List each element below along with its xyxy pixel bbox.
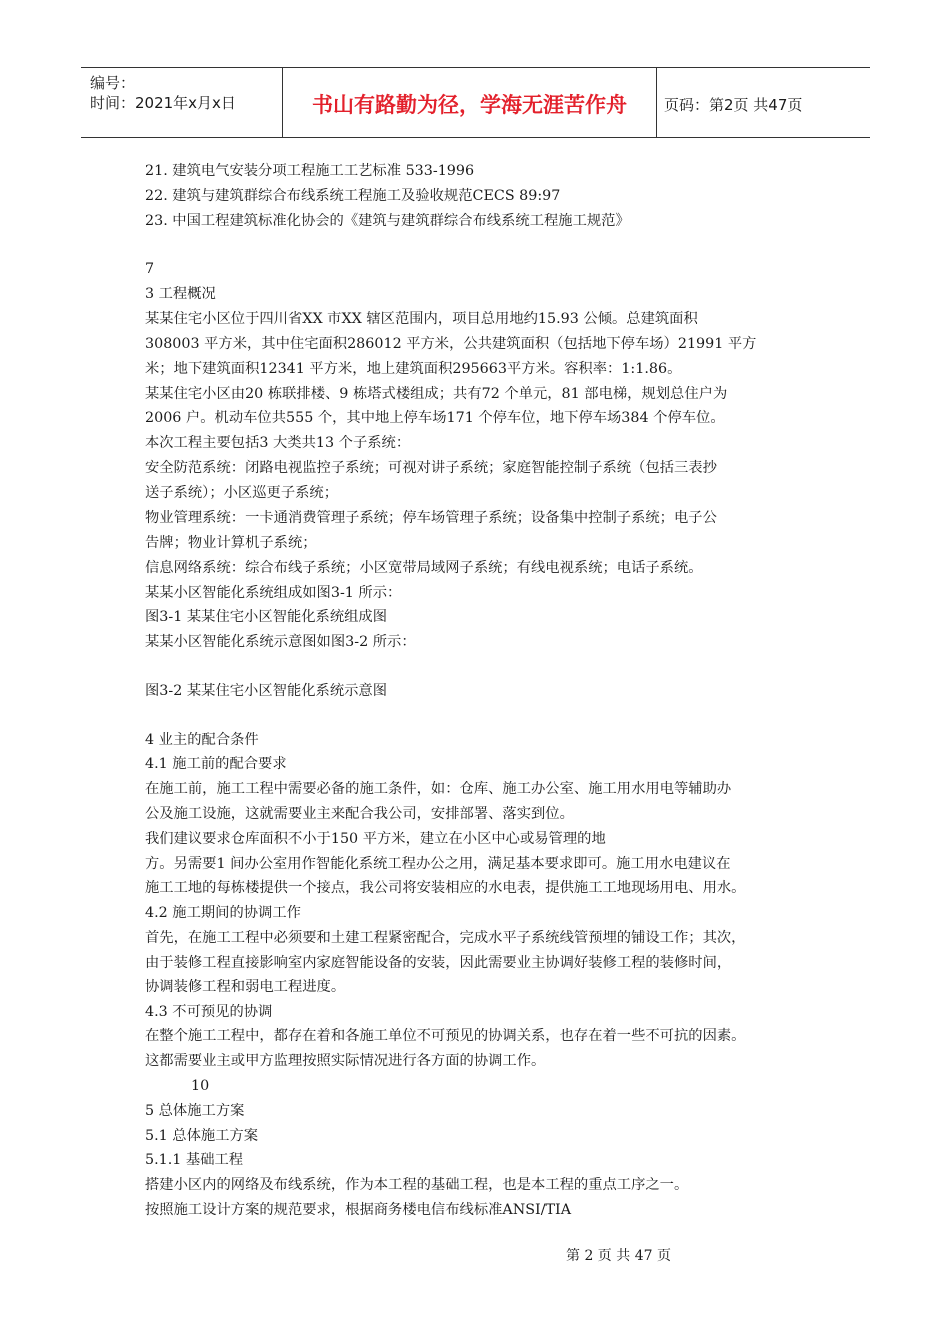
- page-footer: 第 2 页 共 47 页: [566, 1248, 671, 1264]
- paragraph-line: 协调装修工程和弱电工程进度。: [145, 979, 346, 995]
- paragraph-line: 由于装修工程直接影响室内家庭智能设备的安装，因此需要业主协调好装修工程的装修时间，: [145, 955, 732, 971]
- section-heading: 3 工程概况: [145, 286, 216, 302]
- motto: 书山有路勤为径，学海无涯苦作舟: [312, 93, 627, 117]
- header-meta: [81, 68, 281, 137]
- paragraph-line: 2006 户。机动车位共555 个，其中地上停车场171 个停车位，地下停车场384 个停车位。: [145, 410, 725, 426]
- paragraph-line: 某某住宅小区位于四川省XX 市XX 辖区范围内，项目总用地约15.93 公倾。总建筑面积: [145, 311, 698, 327]
- ref-line: 23. 中国工程建筑标准化协会的《建筑与建筑群综合布线系统工程施工规范》: [145, 213, 630, 229]
- page-label: 页码：第2页 共47页: [664, 96, 803, 114]
- page-marker: 10: [191, 1078, 210, 1094]
- paragraph-line: 物业管理系统：一卡通消费管理子系统；停车场管理子系统；设备集中控制子系统；电子公: [145, 510, 717, 526]
- paragraph-line: 首先，在施工工程中必须要和土建工程紧密配合，完成水平子系统线管预埋的铺设工作；其次，: [145, 930, 746, 946]
- paragraph-line: 在整个施工工程中，都存在着和各施工单位不可预见的协调关系，也存在着一些不可抗的因素。: [145, 1028, 746, 1044]
- paragraph-line: 方。另需要1 间办公室用作智能化系统工程办公之用，满足基本要求即可。施工用水电建议在: [145, 856, 731, 872]
- ref-line: 21. 建筑电气安装分项工程施工工艺标准 533-1996: [145, 163, 475, 179]
- paragraph-line: 米；地下建筑面积12341 平方米，地上建筑面积295663平方米。容积率：1:1.86。: [145, 361, 682, 377]
- paragraph-line: 我们建议要求仓库面积不小于150 平方米，建立在小区中心或易管理的地: [145, 831, 606, 847]
- paragraph-line: 这都需要业主或甲方监理按照实际情况进行各方面的协调工作。: [145, 1053, 546, 1069]
- paragraph-line: 施工工地的每栋楼提供一个接点，我公司将安装相应的水电表，提供施工工地现场用电、用水。: [145, 880, 746, 896]
- date-label: 时间：2021年x月x日: [90, 94, 236, 112]
- subsection-heading: 4.2 施工期间的协调工作: [145, 905, 301, 921]
- paragraph-line: 按照施工设计方案的规范要求，根据商务楼电信布线标准ANSI/TIA: [145, 1202, 572, 1218]
- paragraph-line: 某某小区智能化系统组成如图3-1 所示：: [145, 585, 402, 601]
- page-header: [81, 67, 870, 138]
- paragraph-line: 某某小区智能化系统示意图如图3-2 所示：: [145, 634, 416, 650]
- paragraph-line: 308003 平方米，其中住宅面积286012 平方米，公共建筑面积（包括地下停车场）21991 平方: [145, 336, 757, 352]
- paragraph-line: 安全防范系统：闭路电视监控子系统；可视对讲子系统；家庭智能控制子系统（包括三表抄: [145, 460, 717, 476]
- header-page-cell: [656, 68, 870, 137]
- serial-label: 编号：: [90, 74, 136, 92]
- paragraph-line: 送子系统）；小区巡更子系统；: [145, 485, 339, 501]
- figure-caption: 图3-2 某某住宅小区智能化系统示意图: [145, 683, 388, 699]
- paragraph-line: 本次工程主要包括3 大类共13 个子系统：: [145, 435, 411, 451]
- paragraph-line: 搭建小区内的网络及布线系统，作为本工程的基础工程，也是本工程的重点工序之一。: [145, 1177, 689, 1193]
- subsection-heading: 4.3 不可预见的协调: [145, 1004, 273, 1020]
- paragraph-line: 某某住宅小区由20 栋联排楼、9 栋塔式楼组成；共有72 个单元，81 部电梯，规划总住户为: [145, 386, 728, 402]
- paragraph-line: 在施工前，施工工程中需要必备的施工条件，如：仓库、施工办公室、施工用水用电等辅助办: [145, 781, 732, 797]
- ref-line: 22. 建筑与建筑群综合布线系统工程施工及验收规范CECS 89:97: [145, 188, 561, 204]
- paragraph-line: 告牌；物业计算机子系统；: [145, 535, 317, 551]
- section-heading: 5 总体施工方案: [145, 1103, 245, 1119]
- page-marker: 7: [145, 261, 155, 277]
- subsection-heading: 4.1 施工前的配合要求: [145, 756, 287, 772]
- figure-caption: 图3-1 某某住宅小区智能化系统组成图: [145, 609, 388, 625]
- paragraph-line: 公及施工设施，这就需要业主来配合我公司，安排部署、落实到位。: [145, 806, 574, 822]
- section-heading: 4 业主的配合条件: [145, 732, 259, 748]
- header-motto-cell: [282, 68, 657, 137]
- subsection-heading: 5.1.1 基础工程: [145, 1152, 244, 1168]
- subsection-heading: 5.1 总体施工方案: [145, 1128, 259, 1144]
- paragraph-line: 信息网络系统：综合布线子系统；小区宽带局域网子系统；有线电视系统；电话子系统。: [145, 560, 703, 576]
